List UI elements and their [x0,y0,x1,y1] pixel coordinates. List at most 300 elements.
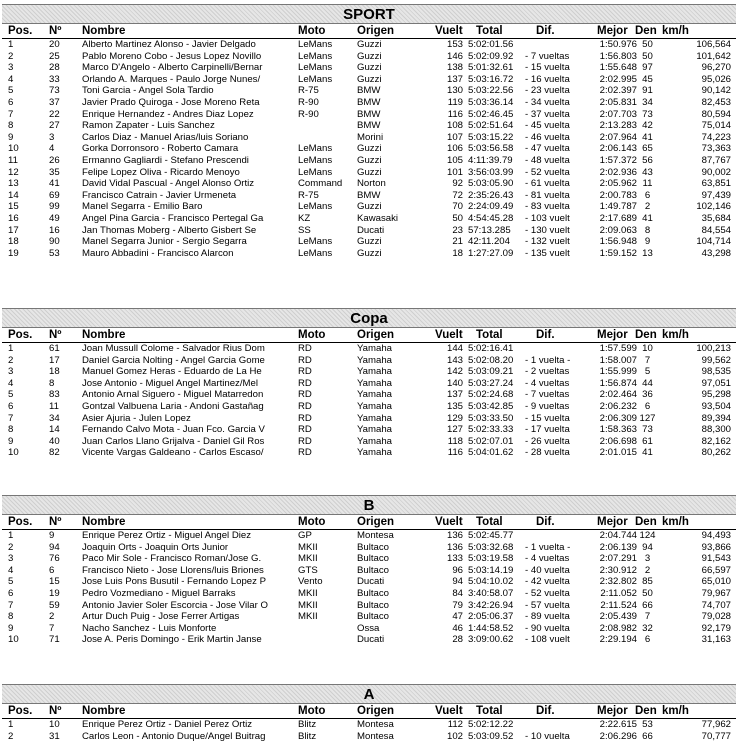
rider-names-cell: Manuel Gomez Heras - Eduardo de La He [82,366,262,378]
motorcycle-model-cell: RD [298,354,312,366]
motorcycle-model-cell: LeMans [298,166,333,178]
table-row [2,51,736,63]
column-header-position: Pos. [8,705,33,717]
den-cell: 50 [642,39,653,50]
speed-kmh-cell: 65,010 [701,576,731,588]
laps-cell: 116 [447,108,463,120]
rider-names-cell: Jose Luis Pons Busutil - Fernando Lopez P [82,576,266,588]
best-lap-cell: 2:06.232 [599,400,637,412]
column-header-den: Den [635,329,657,341]
motorcycle-model-cell: GTS [298,564,318,576]
best-lap-cell: 2:04.744 [599,530,637,541]
speed-kmh-cell: 73,363 [701,143,731,155]
number-cell: 61 [49,343,60,354]
manufacturer-cell: BMW [357,96,381,108]
column-header-den: Den [635,516,657,528]
best-lap-cell: 2:02.995 [599,73,637,85]
number-cell: 27 [49,120,60,132]
difference-cell: - 9 vueltas [525,400,570,412]
difference-cell: - 47 vuelta [525,143,570,155]
position-cell: 2 [8,541,14,553]
best-lap-cell: 2:11.052 [600,587,637,599]
rider-names-cell: Enrique Perez Ortiz - Daniel Perez Ortiz [82,719,253,730]
total-time-cell: 5:02:16.41 [468,343,514,354]
total-time-cell: 5:02:12.22 [468,719,514,730]
motorcycle-model-cell: MKII [298,553,318,565]
speed-kmh-cell: 101,642 [696,50,731,62]
position-cell: 7 [8,599,14,611]
den-cell: 65 [642,143,653,155]
den-cell: 7 [644,354,651,366]
den-cell: 3 [644,553,651,565]
laps-cell: 137 [446,73,463,85]
rider-names-cell: Mauro Abbadini - Francisco Alarcon [82,247,234,259]
speed-kmh-cell: 91,543 [701,553,731,565]
section-title: B [2,495,736,515]
rider-names-cell: Nacho Sanchez - Luis Monforte [82,622,217,634]
position-cell: 5 [8,389,14,401]
results-section-copa [2,308,736,459]
motorcycle-model-cell: MKII [298,541,318,553]
number-cell: 35 [49,166,60,178]
den-cell: 50 [642,587,653,599]
best-lap-cell: 2:05.831 [599,96,637,108]
manufacturer-cell: Ducati [357,224,385,236]
number-cell: 31 [49,730,60,742]
table-row [2,236,736,248]
rider-names-cell: Enrique Hernandez - Andres Diaz Lopez [82,108,254,120]
table-row [2,530,736,542]
column-header-position: Pos. [8,329,33,341]
best-lap-cell: 1:55.999 [599,366,637,378]
table-row [2,623,736,635]
table-row [2,97,736,109]
manufacturer-cell: Guzzi [357,73,382,85]
total-time-cell: 5:02:09.92 [468,50,514,62]
difference-cell: - 83 vuelta [525,201,570,213]
manufacturer-cell: Guzzi [357,154,382,166]
position-cell: 4 [8,564,14,576]
position-cell: 8 [8,424,14,436]
motorcycle-model-cell: RD [298,366,312,378]
speed-kmh-cell: 99,562 [701,354,731,366]
best-lap-cell: 2:00.783 [599,189,637,201]
den-cell: 56 [642,154,653,166]
den-cell: 66 [642,730,653,742]
manufacturer-cell: BMW [357,108,381,120]
total-time-cell: 3:40:58.07 [468,587,514,599]
motorcycle-model-cell: SS [298,224,311,236]
den-cell: 91 [642,85,653,97]
speed-kmh-cell: 104,714 [696,236,731,248]
column-header-manufacturer: Origen [357,25,395,37]
manufacturer-cell: Bultaco [357,611,389,623]
difference-cell: - 57 vuelta [525,599,570,611]
total-time-cell: 5:02:24.68 [468,389,514,401]
manufacturer-cell: Bultaco [357,541,389,553]
laps-cell: 136 [446,530,463,541]
number-cell: 18 [49,366,60,378]
column-header-total-time: Total [476,25,503,37]
rider-names-cell: Francisco Catrain - Javier Urmeneta [82,189,237,201]
laps-cell: 136 [446,541,463,553]
manufacturer-cell: Yamaha [357,354,393,366]
motorcycle-model-cell: LeMans [298,247,333,259]
number-cell: 71 [49,634,60,646]
difference-cell: - 15 vuelta [525,62,570,74]
table-row [2,343,736,355]
difference-cell: - 17 vuelta [525,424,570,436]
laps-cell: 96 [452,564,463,576]
number-cell: 82 [49,447,60,459]
motorcycle-model-cell: LeMans [298,50,333,62]
speed-kmh-cell: 75,014 [701,120,731,132]
rider-names-cell: Javier Prado Quiroga - Jose Moreno Reta [82,96,260,108]
column-header-den: Den [635,25,657,37]
total-time-cell: 1:27:27.09 [468,247,514,259]
difference-cell: - 89 vuelta [525,611,570,623]
number-cell: 99 [49,201,60,213]
laps-cell: 127 [446,424,463,436]
number-cell: 15 [49,576,60,588]
manufacturer-cell: Yamaha [357,412,393,424]
manufacturer-cell: Guzzi [357,201,382,213]
total-time-cell: 2:35:26.43 [468,189,514,201]
den-cell: 6 [644,634,651,646]
den-cell: 127 [639,412,656,424]
manufacturer-cell: Montesa [357,719,394,730]
speed-kmh-cell: 90,002 [701,166,731,178]
section-title: SPORT [2,4,736,24]
table-row [2,634,736,646]
results-section-sport [2,4,736,259]
motorcycle-model-cell: RD [298,377,312,389]
total-time-cell: 5:02:07.01 [468,435,514,447]
position-cell: 11 [8,154,18,166]
table-row [2,731,736,743]
rider-names-cell: Felipe Lopez Oliva - Ricardo Menoyo [82,166,240,178]
column-header-difference: Dif. [536,25,555,37]
manufacturer-cell: Yamaha [357,424,393,436]
table-row [2,401,736,413]
total-time-cell: 5:01:32.61 [468,62,514,74]
best-lap-cell: 1:58.007 [599,354,637,366]
laps-cell: 70 [452,201,463,213]
total-time-cell: 5:03:05.90 [468,178,514,190]
column-header-motorcycle-model: Moto [298,516,326,528]
table-header [2,515,736,530]
column-header-rider-names: Nombre [82,705,126,717]
den-cell: 50 [642,50,653,62]
total-time-cell: 5:03:14.19 [468,564,514,576]
position-cell: 2 [8,730,14,742]
position-cell: 1 [8,343,14,354]
rider-names-cell: Juan Carlos Llano Grijalva - Daniel Gil Ros [82,435,265,447]
laps-cell: 138 [446,62,463,74]
laps-cell: 140 [446,377,463,389]
total-time-cell: 5:02:08.20 [468,354,514,366]
manufacturer-cell: Bultaco [357,553,389,565]
table-row [2,178,736,190]
total-time-cell: 5:03:22.56 [468,85,514,97]
rider-names-cell: Francisco Nieto - Jose Llorens/luis Briones [82,564,264,576]
laps-cell: 116 [447,447,463,459]
position-cell: 16 [8,212,19,224]
motorcycle-model-cell: RD [298,389,312,401]
total-time-cell: 5:03:56.58 [468,143,514,155]
speed-kmh-cell: 82,162 [701,435,731,447]
table-row [2,366,736,378]
number-cell: 3 [49,131,55,143]
number-cell: 33 [49,73,60,85]
difference-cell: - 4 vueltas [525,553,570,565]
number-cell: 11 [49,400,59,412]
difference-cell: - 10 vuelta [525,730,570,742]
table-row [2,436,736,448]
motorcycle-model-cell: RD [298,435,312,447]
column-header-number: Nº [49,705,62,717]
speed-kmh-cell: 100,213 [696,343,731,354]
best-lap-cell: 2:13.283 [599,120,637,132]
total-time-cell: 2:05:06.37 [468,611,514,623]
manufacturer-cell: Guzzi [357,39,382,50]
laps-cell: 72 [452,189,463,201]
position-cell: 2 [8,50,14,62]
best-lap-cell: 2:01.015 [599,447,637,459]
den-cell: 61 [642,435,653,447]
position-cell: 10 [8,447,19,459]
difference-cell: - 4 vueltas [525,377,570,389]
manufacturer-cell: Ducati [357,634,385,646]
den-cell: 32 [642,622,653,634]
number-cell: 10 [49,719,60,730]
rider-names-cell: Jan Thomas Moberg - Alberto Gisbert Se [82,224,257,236]
total-time-cell: 5:03:09.52 [468,730,514,742]
best-lap-cell: 2:06.143 [599,143,637,155]
column-header-best-lap: Mejor [597,705,628,717]
position-cell: 9 [8,435,14,447]
motorcycle-model-cell: RD [298,343,312,354]
total-time-cell: 5:02:33.33 [468,424,514,436]
column-header-speed-kmh: km/h [662,25,689,37]
position-cell: 1 [8,39,14,50]
den-cell: 41 [642,447,653,459]
den-cell: 7 [644,611,651,623]
manufacturer-cell: Yamaha [357,447,393,459]
motorcycle-model-cell: R-75 [298,189,319,201]
speed-kmh-cell: 63,851 [701,178,731,190]
rider-names-cell: Manel Segarra - Emilio Baro [82,201,203,213]
number-cell: 34 [49,412,60,424]
column-header-number: Nº [49,25,62,37]
number-cell: 4 [49,143,55,155]
manufacturer-cell: Yamaha [357,435,393,447]
laps-cell: 119 [447,96,463,108]
den-cell: 9 [644,236,651,248]
laps-cell: 133 [446,553,463,565]
laps-cell: 102 [446,730,463,742]
difference-cell: - 34 vuelta [525,96,570,108]
table-row [2,225,736,237]
manufacturer-cell: Kawasaki [357,212,399,224]
table-header [2,328,736,343]
total-time-cell: 4:11:39.79 [468,154,513,166]
table-header [2,24,736,39]
column-header-manufacturer: Origen [357,329,395,341]
rider-names-cell: Carlos Leon - Antonio Duque/Angel Buitrag [82,730,266,742]
rider-names-cell: Antonio Arnal Siguero - Miguel Matarredon [82,389,264,401]
speed-kmh-cell: 89,394 [701,412,731,424]
column-header-motorcycle-model: Moto [298,25,326,37]
table-row [2,109,736,121]
difference-cell: - 28 vuelta [525,447,570,459]
manufacturer-cell: Guzzi [357,166,382,178]
rider-names-cell: Fernando Calvo Mota - Juan Fco. Garcia V [82,424,265,436]
position-cell: 18 [8,236,19,248]
table-row [2,600,736,612]
position-cell: 9 [8,131,14,143]
position-cell: 12 [8,166,19,178]
laps-cell: 107 [446,131,463,143]
number-cell: 16 [49,224,60,236]
total-time-cell: 5:04:10.02 [468,576,514,588]
manufacturer-cell: Ossa [357,622,380,634]
position-cell: 7 [8,412,14,424]
best-lap-cell: 1:55.648 [599,62,637,74]
total-time-cell: 57:13.285 [468,224,511,236]
laps-cell: 94 [452,576,463,588]
table-row [2,155,736,167]
number-cell: 9 [49,530,55,541]
motorcycle-model-cell: RD [298,447,312,459]
den-cell: 5 [644,366,651,378]
manufacturer-cell: Bultaco [357,564,389,576]
table-header [2,704,736,719]
laps-cell: 79 [452,599,463,611]
difference-cell: - 130 vuelt [525,224,570,236]
rider-names-cell: Toni Garcia - Angel Sola Tardio [82,85,214,97]
position-cell: 8 [8,120,14,132]
motorcycle-model-cell: LeMans [298,236,333,248]
total-time-cell: 5:03:42.85 [468,400,514,412]
difference-cell: - 15 vuelta [525,412,570,424]
best-lap-cell: 2:17.689 [599,212,637,224]
number-cell: 41 [49,178,60,190]
difference-cell: - 81 vuelta [525,189,570,201]
laps-cell: 47 [452,611,463,623]
total-time-cell: 5:02:01.56 [468,39,514,50]
motorcycle-model-cell: Vento [298,576,323,588]
position-cell: 1 [8,719,14,730]
table-row [2,120,736,132]
number-cell: 83 [49,389,60,401]
number-cell: 14 [49,424,60,436]
rider-names-cell: Gorka Dorronsoro - Roberto Camara [82,143,239,155]
difference-cell: - 52 vuelta [525,587,570,599]
manufacturer-cell: Montesa [357,530,394,541]
number-cell: 28 [49,62,60,74]
motorcycle-model-cell: LeMans [298,143,333,155]
laps-cell: 92 [452,178,463,190]
manufacturer-cell: Guzzi [357,143,382,155]
column-header-den: Den [635,705,657,717]
rider-names-cell: Pedro Vozmediano - Miguel Barraks [82,587,236,599]
speed-kmh-cell: 35,684 [701,212,731,224]
motorcycle-model-cell: KZ [298,212,311,224]
speed-kmh-cell: 88,300 [701,424,731,436]
position-cell: 5 [8,85,14,97]
number-cell: 25 [49,50,60,62]
position-cell: 6 [8,587,14,599]
motorcycle-model-cell: MKII [298,587,318,599]
position-cell: 3 [8,366,14,378]
table-row [2,190,736,202]
best-lap-cell: 2:06.139 [599,541,637,553]
table-row [2,389,736,401]
total-time-cell: 5:03:19.58 [468,553,514,565]
motorcycle-model-cell: GP [298,530,312,541]
motorcycle-model-cell: LeMans [298,62,333,74]
number-cell: 90 [49,236,60,248]
speed-kmh-cell: 97,439 [701,189,731,201]
best-lap-cell: 1:57.372 [599,154,637,166]
best-lap-cell: 2:30.912 [599,564,637,576]
laps-cell: 144 [446,343,463,354]
motorcycle-model-cell: LeMans [298,39,333,50]
total-time-cell: 3:56:03.99 [468,166,514,178]
position-cell: 8 [8,611,14,623]
best-lap-cell: 2:05.962 [599,178,637,190]
table-row [2,565,736,577]
speed-kmh-cell: 79,967 [701,587,731,599]
rider-names-cell: Artur Duch Puig - Jose Ferrer Artigas [82,611,240,623]
den-cell: 85 [642,576,653,588]
manufacturer-cell: Guzzi [357,62,382,74]
best-lap-cell: 2:02.936 [599,166,637,178]
laps-cell: 28 [452,634,463,646]
speed-kmh-cell: 74,707 [701,599,731,611]
rider-names-cell: Manel Segarra Junior - Sergio Segarra [82,236,247,248]
position-cell: 6 [8,96,14,108]
den-cell: 41 [642,212,653,224]
results-section-b [2,495,736,646]
number-cell: 26 [49,154,60,166]
total-time-cell: 5:03:15.22 [468,131,514,143]
position-cell: 13 [8,178,19,190]
table-row [2,424,736,436]
column-header-laps: Vuelt [435,25,463,37]
laps-cell: 135 [446,400,463,412]
den-cell: 8 [644,224,651,236]
difference-cell: - 1 vuelta - [525,354,571,366]
column-header-manufacturer: Origen [357,516,395,528]
total-time-cell: 5:03:09.21 [468,366,514,378]
total-time-cell: 5:02:45.77 [468,530,514,541]
den-cell: 44 [642,377,653,389]
motorcycle-model-cell: MKII [298,599,318,611]
best-lap-cell: 2:07.291 [599,553,637,565]
column-header-motorcycle-model: Moto [298,329,326,341]
difference-cell: - 52 vuelta [525,166,570,178]
speed-kmh-cell: 95,298 [701,389,731,401]
number-cell: 53 [49,247,60,259]
manufacturer-cell: Yamaha [357,400,393,412]
difference-cell: - 90 vuelta [525,622,570,634]
motorcycle-model-cell: R-90 [298,96,319,108]
best-lap-cell: 2:22.615 [599,719,637,730]
number-cell: 6 [49,564,55,576]
total-time-cell: 2:24:09.49 [468,201,514,213]
